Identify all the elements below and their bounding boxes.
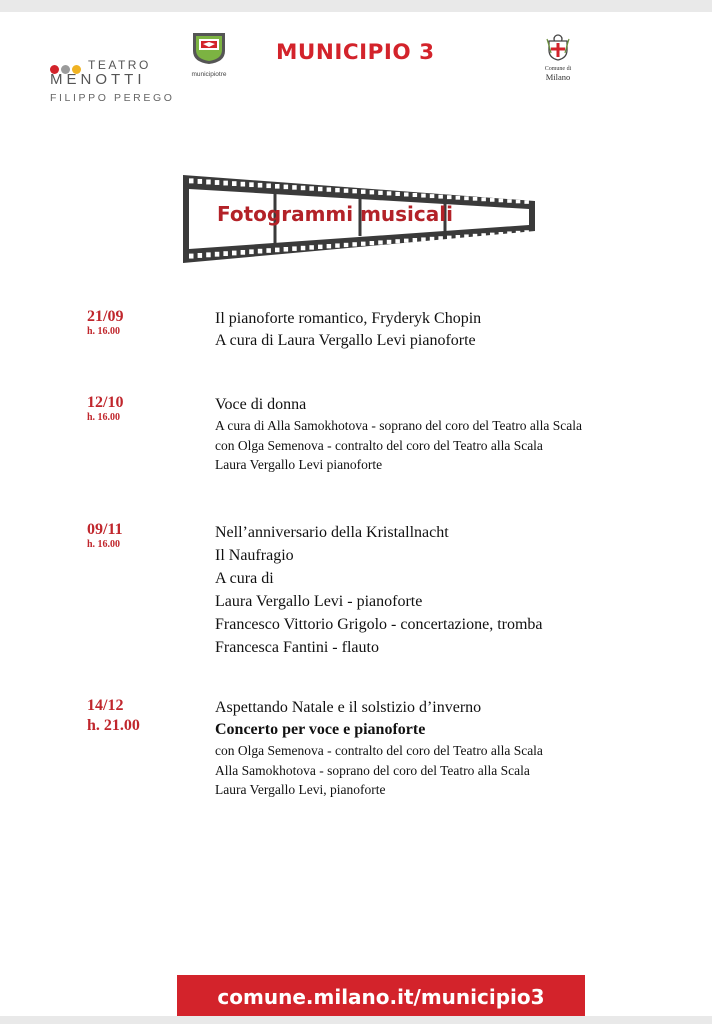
film-hole	[258, 183, 263, 188]
film-hole	[223, 181, 228, 186]
film-hole	[387, 240, 392, 244]
film-hole	[292, 185, 297, 190]
film-hole	[421, 194, 426, 198]
film-hole	[258, 249, 263, 254]
film-hole	[301, 246, 306, 250]
film-hole	[421, 237, 426, 241]
film-hole	[223, 251, 228, 256]
event-line: Il pianoforte romantico, Fryderyk Chopin	[215, 310, 482, 327]
film-hole	[516, 200, 521, 204]
film-hole	[232, 251, 237, 256]
film-hole	[232, 181, 237, 186]
film-hole	[301, 186, 306, 190]
film-hole	[318, 245, 323, 249]
event-line: A cura di Alla Samokhotova - soprano del coro del Teatro alla Scala	[215, 418, 582, 433]
bottom-border	[0, 1016, 712, 1024]
film-hole	[370, 190, 375, 194]
film-hole	[284, 247, 289, 252]
film-hole	[404, 239, 409, 243]
film-hole	[249, 249, 254, 254]
film-hole	[215, 252, 220, 257]
film-hole	[318, 187, 323, 191]
film-hole	[344, 189, 349, 193]
footer-url-link[interactable]: comune.milano.it/municipio3	[177, 975, 585, 1017]
film-hole	[456, 235, 461, 239]
film-hole	[284, 185, 289, 190]
film-hole	[490, 198, 495, 202]
event-hour: h. 16.00	[87, 539, 121, 550]
film-hole	[327, 187, 332, 191]
event-title: Aspettando Natale e il solstizio d’inverno	[215, 699, 482, 716]
film-hole	[456, 196, 461, 200]
event-date: 14/12	[87, 697, 124, 714]
film-hole	[447, 236, 452, 240]
film-hole	[335, 243, 340, 247]
film-hole	[438, 236, 443, 240]
milano-label: Milano	[545, 72, 571, 82]
film-hole	[395, 192, 400, 196]
event-title: Voce di donna	[215, 396, 307, 413]
event-line: Alla Samokhotova - soprano del coro del Teatro alla Scala	[215, 762, 530, 778]
municipiotre-crest-icon	[189, 31, 229, 65]
film-hole	[481, 233, 486, 237]
film-hole	[473, 197, 478, 201]
film-hole	[266, 183, 271, 188]
event-date: 21/09	[87, 308, 124, 325]
event-line: Laura Vergallo Levi - pianoforte	[215, 593, 423, 610]
film-hole	[335, 188, 340, 192]
film-hole	[404, 192, 409, 196]
event-line: con Olga Semenova - contralto del coro del Teatro alla Scala	[215, 437, 543, 453]
film-hole	[430, 237, 435, 241]
film-hole	[309, 245, 314, 249]
film-hole	[447, 195, 452, 199]
film-hole	[361, 190, 366, 194]
event-line: Il Naufragio	[215, 547, 294, 564]
film-hole	[370, 241, 375, 245]
event-hour: h. 16.00	[87, 326, 121, 337]
film-hole	[361, 242, 366, 246]
film-hole	[352, 242, 357, 246]
event-date: 12/10	[87, 394, 124, 411]
event-date: 09/11	[87, 521, 123, 538]
film-hole	[249, 182, 254, 187]
film-hole	[327, 244, 332, 248]
film-hole	[198, 179, 203, 184]
event-line: A cura di Laura Vergallo Levi pianoforte	[215, 332, 476, 349]
film-hole	[275, 184, 280, 189]
event-line: Francesca Fantini - flauto	[215, 639, 379, 656]
film-hole	[499, 232, 504, 236]
film-hole	[387, 191, 392, 195]
film-hole	[352, 189, 357, 193]
film-hole	[438, 195, 443, 199]
film-hole	[413, 193, 418, 197]
film-hole	[473, 234, 478, 238]
film-hole	[524, 200, 529, 204]
film-hole	[344, 243, 349, 247]
event-line: Nell’anniversario della Kristallnacht	[215, 524, 449, 541]
comune-label: Comune di	[544, 66, 572, 72]
municipiotre-logo	[184, 31, 234, 78]
film-hole	[198, 253, 203, 258]
film-hole	[189, 178, 194, 183]
municipio-title: MUNICIPIO 3	[276, 40, 435, 65]
film-hole	[516, 231, 521, 235]
film-hole	[378, 191, 383, 195]
film-hole	[524, 230, 529, 234]
film-hole	[430, 194, 435, 198]
film-hole	[378, 240, 383, 244]
film-hole	[275, 248, 280, 253]
event-line: Laura Vergallo Levi pianoforte	[215, 457, 383, 472]
film-hole	[241, 250, 246, 255]
logo-teatro-text: TEATRO	[88, 58, 151, 72]
event-subtitle: Concerto per voce e pianoforte	[215, 721, 426, 738]
event-line: con Olga Semenova - contralto del coro del Teatro alla Scala	[215, 743, 543, 758]
film-hole	[464, 234, 469, 238]
film-hole	[413, 238, 418, 242]
film-hole	[215, 180, 220, 185]
film-hole	[490, 233, 495, 237]
film-hole	[507, 199, 512, 203]
film-hole	[206, 180, 211, 185]
event-hour: h. 21.00	[87, 717, 140, 734]
film-hole	[189, 254, 194, 259]
film-hole	[464, 196, 469, 200]
film-hole	[507, 231, 512, 235]
logo-subtitle: FILIPPO PEREGO	[50, 92, 175, 104]
film-hole	[309, 186, 314, 190]
film-hole	[266, 248, 271, 253]
event-line: A cura di	[215, 570, 274, 587]
comune-milano-logo	[538, 33, 578, 82]
film-hole	[292, 246, 297, 251]
film-hole	[499, 199, 504, 203]
film-title: Fotogrammi musicali	[217, 202, 453, 226]
film-hole	[481, 197, 486, 201]
event-line: Francesco Vittorio Grigolo - concertazione, tromba	[215, 616, 543, 633]
film-hole	[395, 239, 400, 243]
top-border	[0, 0, 712, 12]
logo-menotti-text: MENOTTI	[50, 71, 146, 88]
municipiotre-label: municipiotre	[191, 71, 227, 78]
film-hole	[206, 252, 211, 257]
film-hole	[241, 182, 246, 187]
event-line: Laura Vergallo Levi, pianoforte	[215, 782, 386, 797]
event-hour: h. 16.00	[87, 412, 121, 423]
milano-crest-icon	[545, 33, 571, 61]
